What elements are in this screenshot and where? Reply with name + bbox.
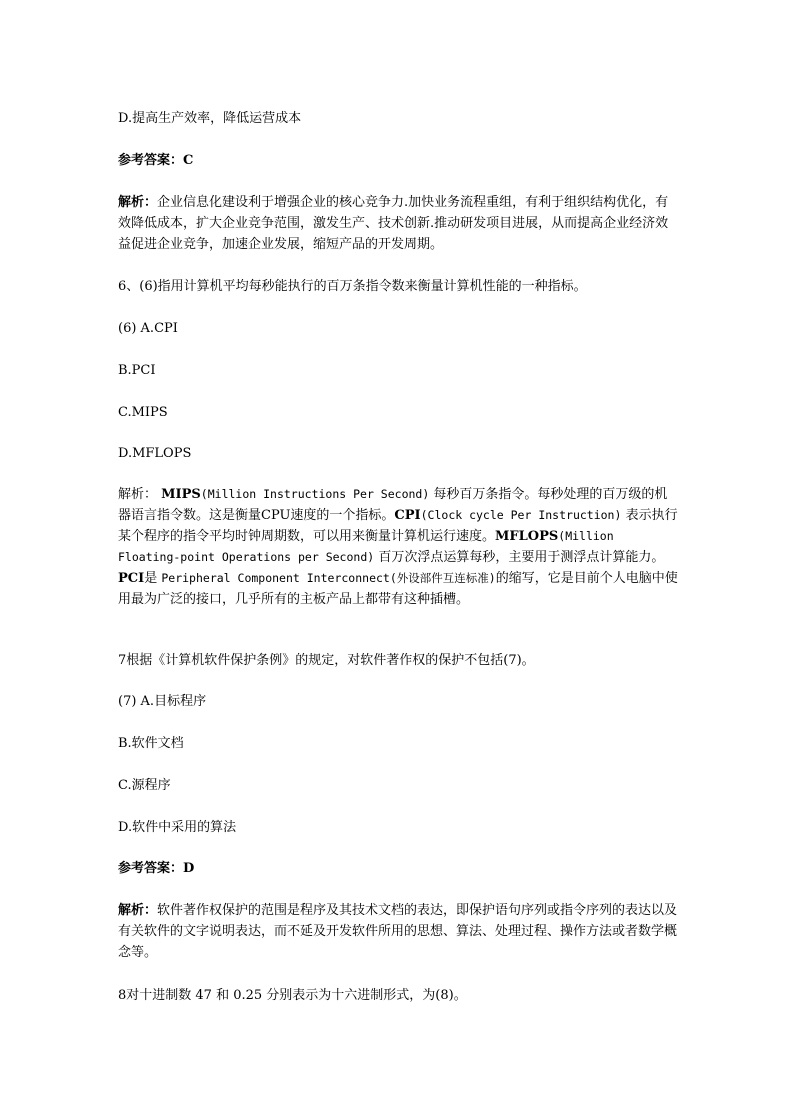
q6-mips-full: (Million Instructions Per Second) <box>200 487 430 501</box>
q7-answer-label: 参考答案： <box>118 861 184 876</box>
q7-answer-value: D <box>183 861 195 876</box>
q6-question: 6、(6)指用计算机平均每秒能执行的百万条指令数来衡量计算机性能的一种指标。 <box>118 279 587 294</box>
q6-cpi-full: (Clock cycle Per Instruction) <box>420 508 622 522</box>
q6-mflops-full: (Million Floating-point Operations per Second) <box>118 529 614 564</box>
q5-analysis-label: 解析： <box>118 195 158 210</box>
q7-option-a: (7) A.目标程序 <box>118 694 207 709</box>
q6-pci-term: PCI <box>118 571 145 586</box>
q6-cpi-term: CPI <box>394 508 421 523</box>
q5-answer <box>118 150 678 171</box>
q5-analysis-text: 企业信息化建设利于增强企业的核心竞争力.加快业务流程重组，有利于组织结构优化，有效降低成本，扩大企业竞争范围，激发生产、技术创新.推动研发项目进展，从而提高企业经济效益促进企业竞争，加速企业发展，缩短产品的开发周期。 <box>118 195 669 252</box>
q6-cpi-desc: 表示执行某个程序的指令平均时钟周期数，可以用来衡量计算机运行速度。 <box>118 508 678 544</box>
q7-analysis-label: 解析： <box>118 903 158 918</box>
q6-analysis-label: 解析： <box>118 487 158 502</box>
q7-option-b: B.软件文档 <box>118 736 184 751</box>
q5-option-d: D.提高生产效率，降低运营成本 <box>118 111 302 126</box>
q6-mips-term: MIPS <box>161 487 201 502</box>
q6-mips-desc: 每秒百万条指令。每秒处理的百万级的机器语言指令数。这是衡量CPU速度的一个指标。 <box>118 487 668 523</box>
q6-pci-desc: 的缩写，它是目前个人电脑中使用最为广泛的接口，几乎所有的主板产品上都带有这种插槽。 <box>118 571 678 607</box>
q6-analysis <box>118 484 678 610</box>
q6-mflops-term: MFLOPS <box>495 529 559 544</box>
q7-answer <box>118 858 678 879</box>
q5-answer-label: 参考答案： <box>118 153 184 168</box>
q7-option-d: D.软件中采用的算法 <box>118 820 237 835</box>
q6-option-b: B.PCI <box>118 363 156 378</box>
q6-option-a: (6) A.CPI <box>118 321 178 336</box>
q6-mflops-desc: 百万次浮点运算每秒，主要用于测浮点计算能力。 <box>378 550 665 565</box>
q7-analysis <box>118 900 678 963</box>
q8-question: 8对十进制数 47 和 0.25 分别表示为十六进制形式，为(8)。 <box>118 988 467 1003</box>
q7-analysis-text: 软件著作权保护的范围是程序及其技术文档的表达，即保护语句序列或指令序列的表达以及有关软件的文字说明表达，而不延及开发软件所用的思想、算法、处理过程、操作方法或者数学概念等。 <box>118 903 678 960</box>
q7-option-c: C.源程序 <box>118 778 171 793</box>
q7-question: 7根据《计算机软件保护条例》的规定，对软件著作权的保护不包括(7)。 <box>118 653 535 668</box>
q6-option-c: C.MIPS <box>118 405 168 420</box>
q6-option-d: D.MFLOPS <box>118 446 192 461</box>
q6-pci-mid: 是 <box>144 571 158 586</box>
q5-analysis <box>118 192 678 255</box>
q5-answer-value: C <box>183 153 194 168</box>
q6-pci-full: Peripheral Component Interconnect(外设部件互连标准) <box>161 571 496 585</box>
